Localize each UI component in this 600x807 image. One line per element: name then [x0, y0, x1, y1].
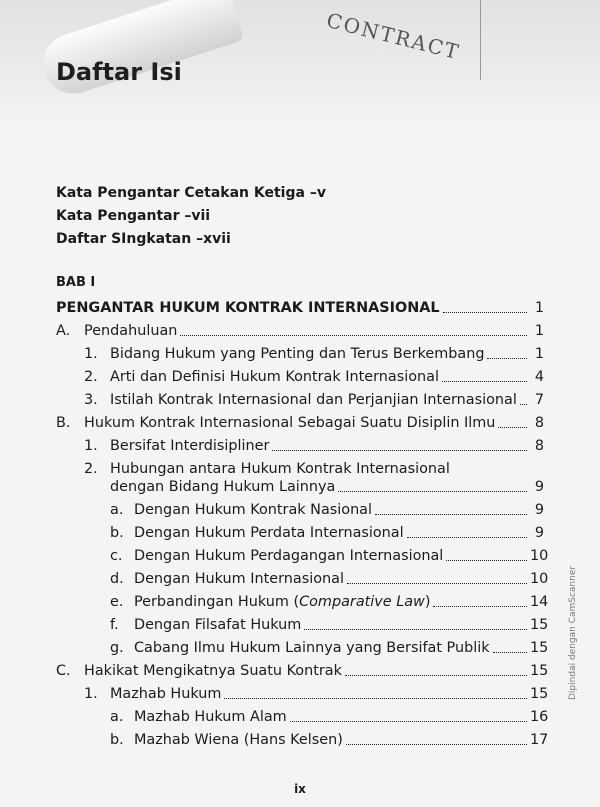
dot-leader — [520, 404, 527, 405]
toc-entry-section — [56, 413, 544, 433]
footer-page-number: ix — [294, 782, 306, 796]
entry-marker: 2. — [84, 461, 98, 477]
entry-marker: B. — [56, 415, 71, 431]
entry-marker: A. — [56, 323, 71, 339]
toc-entry-section — [56, 321, 544, 341]
entry-marker: d. — [110, 571, 124, 587]
toc-entry-sub — [110, 569, 549, 589]
dot-leader — [498, 427, 527, 428]
dot-leader — [290, 721, 527, 722]
page-title: Daftar Isi — [56, 58, 182, 86]
entry-text: Bidang Hukum yang Penting dan Terus Berkembang — [110, 346, 485, 362]
page-number: 4 — [534, 369, 544, 385]
entry-marker: C. — [56, 663, 71, 679]
page-number: 15 — [530, 617, 549, 633]
dot-leader — [338, 491, 527, 492]
toc-entry-sub — [110, 638, 549, 658]
front-matter-item: Kata Pengantar Cetakan Ketiga –v — [56, 185, 326, 201]
toc-entry — [84, 344, 544, 364]
entry-text: Cabang Ilmu Hukum Lainnya yang Bersifat Publik — [134, 640, 490, 656]
front-matter-item: Daftar SIngkatan –xvii — [56, 231, 231, 247]
page-number: 9 — [534, 525, 544, 541]
toc-entry-section — [56, 661, 549, 681]
dot-leader — [345, 675, 527, 676]
dot-leader — [272, 450, 527, 451]
entry-text: Dengan Hukum Perdata Internasional — [134, 525, 404, 541]
entry-marker: 1. — [84, 346, 98, 362]
entry-text: Bersifat Interdisipliner — [110, 438, 270, 454]
dot-leader — [347, 583, 527, 584]
page-number: 7 — [534, 392, 544, 408]
dot-leader — [407, 537, 527, 538]
entry-marker: 2. — [84, 369, 98, 385]
page-number: 17 — [530, 732, 549, 748]
entry-marker: f. — [110, 617, 119, 633]
toc-entry-sub — [110, 592, 549, 612]
toc-entry-continuation — [110, 477, 544, 497]
dot-leader — [346, 744, 527, 745]
page-number: 8 — [534, 438, 544, 454]
entry-text: Perbandingan Hukum (Comparative Law) — [134, 594, 431, 610]
entry-text: Hakikat Mengikatnya Suatu Kontrak — [84, 663, 342, 679]
entry-marker: a. — [110, 709, 124, 725]
toc-entry-sub — [110, 546, 549, 566]
entry-text: Dengan Hukum Perdagangan Internasional — [134, 548, 444, 564]
page-number: 14 — [530, 594, 549, 610]
entry-marker: b. — [110, 732, 124, 748]
toc-entry — [84, 459, 450, 479]
page-number: 15 — [530, 663, 549, 679]
page-number: 15 — [530, 686, 549, 702]
entry-marker: a. — [110, 502, 124, 518]
toc-entry — [84, 367, 544, 387]
toc-entry-sub — [110, 500, 544, 520]
page-number: 10 — [530, 571, 549, 587]
chapter-label: BAB I — [56, 275, 96, 290]
entry-marker: g. — [110, 640, 124, 656]
chapter-title-row — [56, 298, 544, 318]
entry-text: Mazhab Wiena (Hans Kelsen) — [134, 732, 343, 748]
toc-entry-sub — [110, 707, 549, 727]
toc-entry-sub — [110, 523, 544, 543]
toc-entry — [84, 684, 549, 704]
entry-marker: 3. — [84, 392, 98, 408]
front-matter-item: Kata Pengantar –vii — [56, 208, 211, 224]
scanner-watermark: Dipindai dengan CamScanner — [568, 565, 578, 700]
dot-leader — [443, 312, 527, 313]
italic-term: Comparative Law — [299, 594, 425, 610]
page-number: 10 — [530, 548, 549, 564]
dot-leader — [487, 358, 527, 359]
page-number: 15 — [530, 640, 549, 656]
chapter-title: PENGANTAR HUKUM KONTRAK INTERNASIONAL — [56, 300, 440, 316]
dot-leader — [375, 514, 527, 515]
dot-leader — [442, 381, 527, 382]
entry-text: Dengan Hukum Internasional — [134, 571, 344, 587]
toc-entry-sub — [110, 730, 549, 750]
entry-text: dengan Bidang Hukum Lainnya — [110, 479, 336, 495]
entry-text: Mazhab Hukum — [110, 686, 222, 702]
page-number: 1 — [534, 346, 544, 362]
dot-leader — [180, 335, 527, 336]
toc-entry — [84, 390, 544, 410]
background-contract-word: CONTRACT — [324, 8, 463, 65]
entry-text: Hukum Kontrak Internasional Sebagai Suatu Disiplin Ilmu — [84, 415, 496, 431]
page-number: 16 — [530, 709, 549, 725]
page-number: 9 — [534, 479, 544, 495]
page-number: 1 — [534, 323, 544, 339]
dot-leader — [433, 606, 527, 607]
entry-marker: 1. — [84, 686, 98, 702]
dot-leader — [493, 652, 527, 653]
entry-marker: c. — [110, 548, 123, 564]
dot-leader — [446, 560, 527, 561]
entry-text: Dengan Hukum Kontrak Nasional — [134, 502, 372, 518]
entry-text: Arti dan Definisi Hukum Kontrak Internasional — [110, 369, 439, 385]
dot-leader — [304, 629, 527, 630]
entry-text: Mazhab Hukum Alam — [134, 709, 287, 725]
page-number: 9 — [534, 502, 544, 518]
entry-text: Istilah Kontrak Internasional dan Perjanjian Internasional — [110, 392, 517, 408]
entry-marker: e. — [110, 594, 124, 610]
page-number: 1 — [534, 300, 544, 316]
entry-marker: b. — [110, 525, 124, 541]
toc-entry — [84, 436, 544, 456]
dot-leader — [224, 698, 527, 699]
entry-text: Dengan Filsafat Hukum — [134, 617, 302, 633]
entry-text: Pendahuluan — [84, 323, 178, 339]
entry-marker: 1. — [84, 438, 98, 454]
page-number: 8 — [534, 415, 544, 431]
entry-text: Hubungan antara Hukum Kontrak Internasional — [110, 461, 450, 477]
toc-entry-sub — [110, 615, 549, 635]
